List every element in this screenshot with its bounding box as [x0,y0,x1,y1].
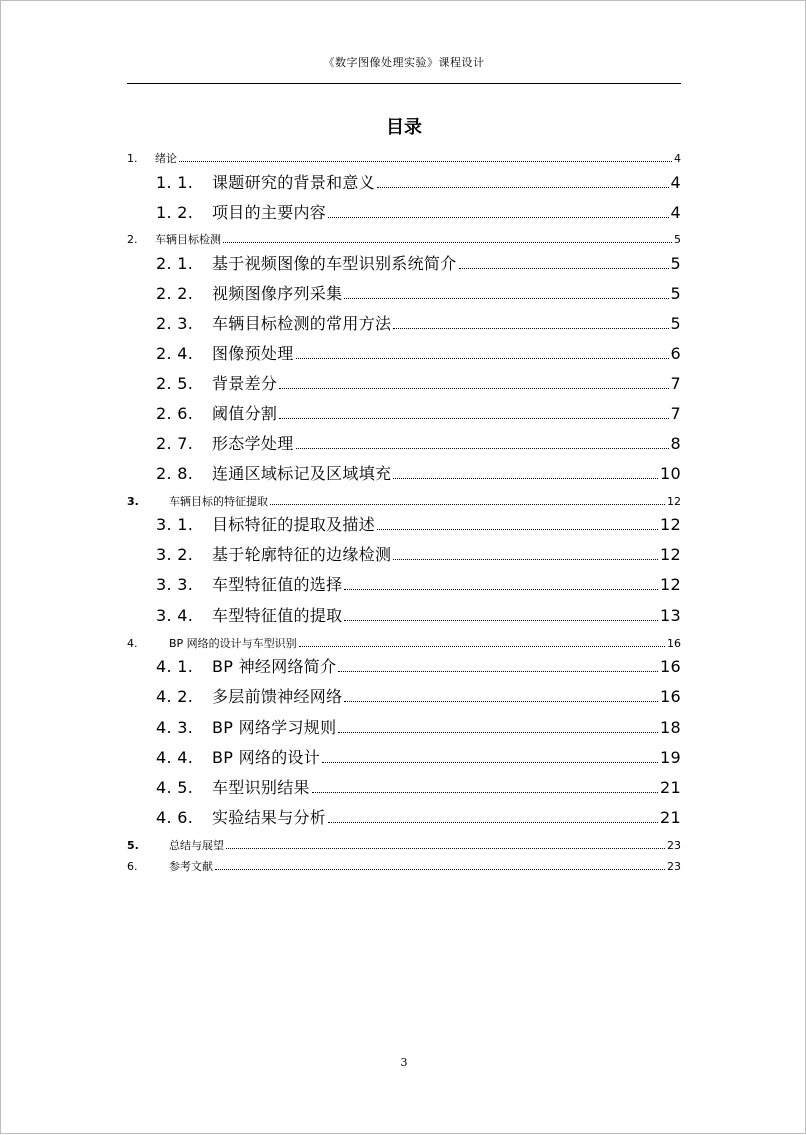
toc-entry-4-4[interactable] [156,745,681,769]
toc-entry-page: 12 [667,495,681,508]
toc-entry-number: 4. 2. [156,687,194,706]
toc-entry-page: 5 [670,314,681,333]
toc-entry-text: 基于视频图像的车型识别系统简介 [212,254,457,273]
toc-entry-2-4[interactable] [156,341,681,365]
toc-entry-number: 3. 2. [156,545,194,564]
toc-leader-dots [328,203,668,218]
toc-entry-number: 6. [127,860,138,873]
toc-entry-number: 5. [127,839,139,852]
toc-entry-page: 16 [660,657,681,676]
toc-leader-dots [459,254,669,269]
toc-leader-dots [344,575,658,590]
toc-entry-number: 2. 3. [156,314,194,333]
toc-entry-number: 2. 2. [156,284,194,303]
toc-entry-number: 2. 7. [156,434,194,453]
toc-entry-text: 车型特征值的选择 [212,575,343,594]
toc-leader-dots [179,152,672,162]
toc-leader-dots [322,748,658,763]
toc-entry-number: 4. 4. [156,748,194,767]
toc-entry-number: 2. [127,233,138,246]
toc-entry-2-2[interactable] [156,281,681,305]
toc-leader-dots [215,860,665,870]
toc-entry-text: 项目的主要内容 [212,203,327,222]
toc-entry-page: 4 [674,152,681,165]
toc-entry-number: 3. 3. [156,575,194,594]
toc-leader-dots [296,434,669,449]
toc-entry-page: 21 [660,778,681,797]
toc-entry-2-1[interactable] [156,251,681,275]
toc-entry-page: 5 [674,233,681,246]
toc-entry-page: 23 [667,860,681,873]
toc-entry-text: 图像预处理 [212,344,294,363]
toc-leader-dots [328,808,658,823]
toc-entry-page: 8 [670,434,681,453]
table-of-contents [1,1,806,1135]
toc-entry-text: 连通区域标记及区域填充 [212,464,392,483]
toc-entry-4-2[interactable] [156,684,681,708]
toc-entry-page: 12 [660,575,681,594]
toc-entry-page: 4 [670,203,681,222]
toc-entry-3-3[interactable] [156,572,681,596]
toc-leader-dots [223,233,672,243]
toc-entry-2-6[interactable] [156,401,681,425]
toc-leader-dots [338,718,658,733]
toc-entry-page: 10 [660,464,681,483]
toc-entry-text: 绪论 [155,152,177,165]
toc-leader-dots [338,657,658,672]
toc-entry-text: 视频图像序列采集 [212,284,343,303]
toc-entry-4-6[interactable] [156,805,681,829]
toc-leader-dots [344,284,668,299]
toc-entry-text: 阈值分割 [212,404,278,423]
toc-entry-number: 4. [127,637,138,650]
toc-leader-dots [393,545,658,560]
toc-entry-page: 4 [670,173,681,192]
toc-entry-text: 形态学处理 [212,434,294,453]
toc-entry-number: 1. 1. [156,173,194,192]
toc-entry-text: 参考文献 [169,860,213,873]
toc-entry-4-3[interactable] [156,715,681,739]
toc-entry-text: 车辆目标检测的常用方法 [212,314,392,333]
toc-entry-text: 背景差分 [212,374,278,393]
toc-entry-number: 1. 2. [156,203,194,222]
toc-entry-number: 4. 1. [156,657,194,676]
toc-entry-number: 4. 6. [156,808,194,827]
toc-entry-4-5[interactable] [156,775,681,799]
toc-leader-dots [312,778,658,793]
toc-leader-dots [270,495,665,505]
toc-entry-text: 课题研究的背景和意义 [212,173,376,192]
toc-entry-6[interactable] [127,858,681,874]
toc-entry-2[interactable] [127,231,681,247]
toc-entry-text: 车辆目标检测 [155,233,221,246]
toc-entry-text: 实验结果与分析 [212,808,327,827]
toc-entry-text: BP 网络的设计 [212,748,321,767]
toc-entry-1-2[interactable] [156,200,681,224]
toc-entry-page: 12 [660,545,681,564]
toc-entry-page: 5 [670,284,681,303]
toc-entry-page: 7 [670,404,681,423]
toc-entry-number: 2. 6. [156,404,194,423]
toc-entry-page: 7 [670,374,681,393]
toc-leader-dots [377,515,658,530]
toc-leader-dots [393,464,658,479]
toc-entry-text: BP 网络学习规则 [212,718,337,737]
toc-entry-5[interactable] [127,837,681,853]
toc-entry-text: BP 网络的设计与车型识别 [169,637,297,650]
toc-entry-text: 车型识别结果 [212,778,310,797]
toc-leader-dots [344,606,658,621]
toc-entry-page: 13 [660,606,681,625]
toc-entry-page: 19 [660,748,681,767]
toc-entry-page: 23 [667,839,681,852]
toc-entry-text: 总结与展望 [169,839,224,852]
toc-entry-number: 3. 1. [156,515,194,534]
toc-entry-1[interactable] [127,150,681,166]
toc-leader-dots [377,173,669,188]
toc-entry-text: 基于轮廓特征的边缘检测 [212,545,392,564]
toc-entry-page: 18 [660,718,681,737]
toc-entry-1-1[interactable] [156,170,681,194]
toc-entry-3-2[interactable] [156,542,681,566]
toc-entry-3[interactable] [127,493,681,509]
toc-entry-page: 12 [660,515,681,534]
toc-entry-number: 2. 5. [156,374,194,393]
page-number: 3 [400,1056,408,1069]
toc-entry-2-5[interactable] [156,371,681,395]
toc-leader-dots [344,687,658,702]
toc-leader-dots [299,637,665,647]
toc-entry-2-3[interactable] [156,311,681,335]
toc-leader-dots [226,839,665,849]
toc-leader-dots [279,374,668,389]
toc-entry-number: 2. 8. [156,464,194,483]
toc-entry-text: 目标特征的提取及描述 [212,515,376,534]
toc-entry-page: 6 [670,344,681,363]
toc-entry-page: 16 [660,687,681,706]
toc-entry-number: 4. 5. [156,778,194,797]
toc-entry-number: 3. [127,495,139,508]
toc-entry-4-1[interactable] [156,654,681,678]
toc-entry-2-8[interactable] [156,461,681,485]
toc-leader-dots [393,314,668,329]
toc-entry-text: 车辆目标的特征提取 [169,495,268,508]
toc-entry-text: 多层前馈神经网络 [212,687,343,706]
toc-leader-dots [279,404,668,419]
toc-entry-4[interactable] [127,635,681,651]
toc-entry-page: 21 [660,808,681,827]
toc-entry-page: 5 [670,254,681,273]
toc-title: 目录 [386,117,422,138]
toc-entry-number: 2. 1. [156,254,194,273]
toc-entry-3-4[interactable] [156,603,681,627]
toc-entry-text: BP 神经网络简介 [212,657,337,676]
toc-entry-number: 4. 3. [156,718,194,737]
running-header: 《数字图像处理实验》课程设计 [323,56,485,69]
toc-entry-number: 3. 4. [156,606,194,625]
toc-entry-number: 2. 4. [156,344,194,363]
toc-entry-2-7[interactable] [156,431,681,455]
toc-entry-page: 16 [667,637,681,650]
toc-leader-dots [296,344,669,359]
toc-entry-3-1[interactable] [156,512,681,536]
toc-entry-text: 车型特征值的提取 [212,606,343,625]
toc-entry-number: 1. [127,152,138,165]
